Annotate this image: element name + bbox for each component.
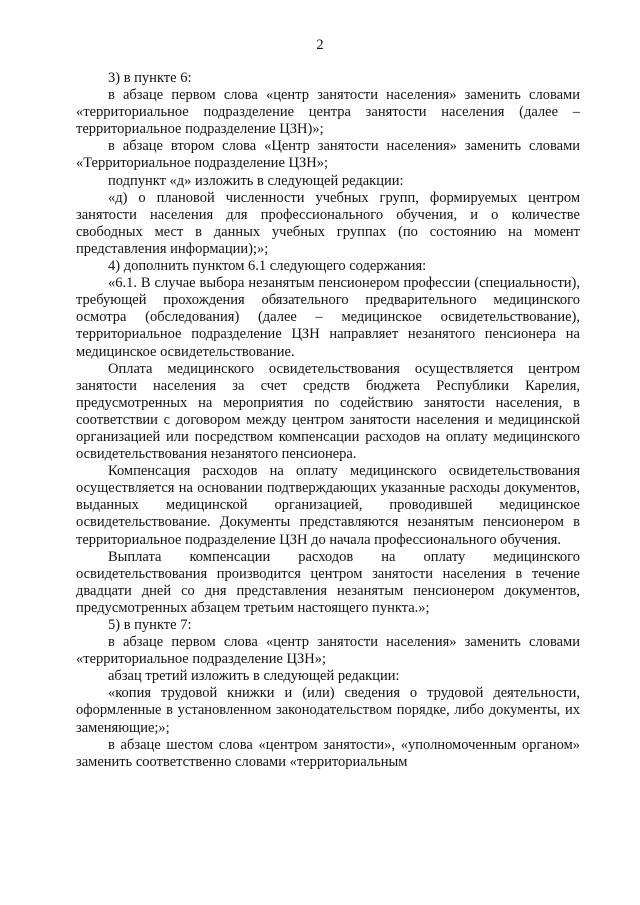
paragraph-third-abzac-intro: абзац третий изложить в следующей редакции: <box>108 668 400 685</box>
paragraph-third-abzac-text: «копия трудовой книжки и (или) сведения о трудовой деятельности, оформленные в установленном законодательством порядке, либо документы, их заменяющие;»; <box>76 685 580 736</box>
paragraph-item-5-header: 5) в пункте 7: <box>108 617 192 633</box>
paragraph-payment-text: Оплата медицинского освидетельствования осуществляется центром занятости населения за счет средств бюджета Республики Карелия, предусмотренных на мероприятия по содействию занятости населения, в соответствии с договором между центром занятости населения и медицинской организацией или посредством компенсации расходов на оплату медицинского освидетельствования незанятого пенсионера. <box>76 360 580 463</box>
paragraph-item-4-header: 4) дополнить пунктом 6.1 следующего содержания: <box>108 258 427 275</box>
paragraph-second-abzac-replacement: в абзаце втором слова «Центр занятости населения» заменить словами «Территориальное подразделение ЦЗН»; <box>76 138 580 172</box>
paragraph-payout-text: Выплата компенсации расходов на оплату медицинского освидетельствования производится центром занятости населения в течение двадцати дней со дня представления незанятым пенсионером документов, предусмотренных абзацем третьим настоящего пункта.»; <box>76 548 580 616</box>
paragraph-first-abzac-replacement: в абзаце первом слова «центр занятости населения» заменить словами «территориальное подразделение центра занятости населения (далее – территориальное подразделение ЦЗН)»; <box>76 87 580 138</box>
paragraph-subitem-d-intro: подпункт «д» изложить в следующей редакции: <box>108 172 404 189</box>
page-number: 2 <box>316 37 324 53</box>
paragraph-sixth-abzac-text: в абзаце шестом слова «центром занятости», «уполномоченным органом» заменить соответственно словами «территориальным <box>76 736 580 770</box>
paragraph-subitem-d-text: «д) о плановой численности учебных групп, формируемых центром занятости населения для профессионального обучения, и о количестве свободных мест в данных учебных группах (по состоянию на момент представления информации);»; <box>76 189 580 257</box>
paragraph-item-3-header: 3) в пункте 6: <box>108 70 192 86</box>
paragraph-6-1-text: «6.1. В случае выбора незанятым пенсионером профессии (специальности), требующей прохождения обязательного предварительного медицинского осмотра (обследования) (далее – медицинское освидетельствование), территориальное подразделение ЦЗН направляет незанятого пенсионера на медицинское освидетельствование. <box>76 275 580 360</box>
document-body <box>76 70 580 771</box>
paragraph-compensation-text: Компенсация расходов на оплату медицинского освидетельствования осуществляется на основании подтверждающих указанные расходы документов, выданных медицинской организацией, проводившей медицинское освидетельствование. Документы представляются незанятым пенсионером в территориальное подразделение ЦЗН до начала профессионального обучения. <box>76 463 580 548</box>
paragraph-item-7-first-abzac: в абзаце первом слова «центр занятости населения» заменить словами «территориальное подразделение ЦЗН»; <box>76 634 580 668</box>
